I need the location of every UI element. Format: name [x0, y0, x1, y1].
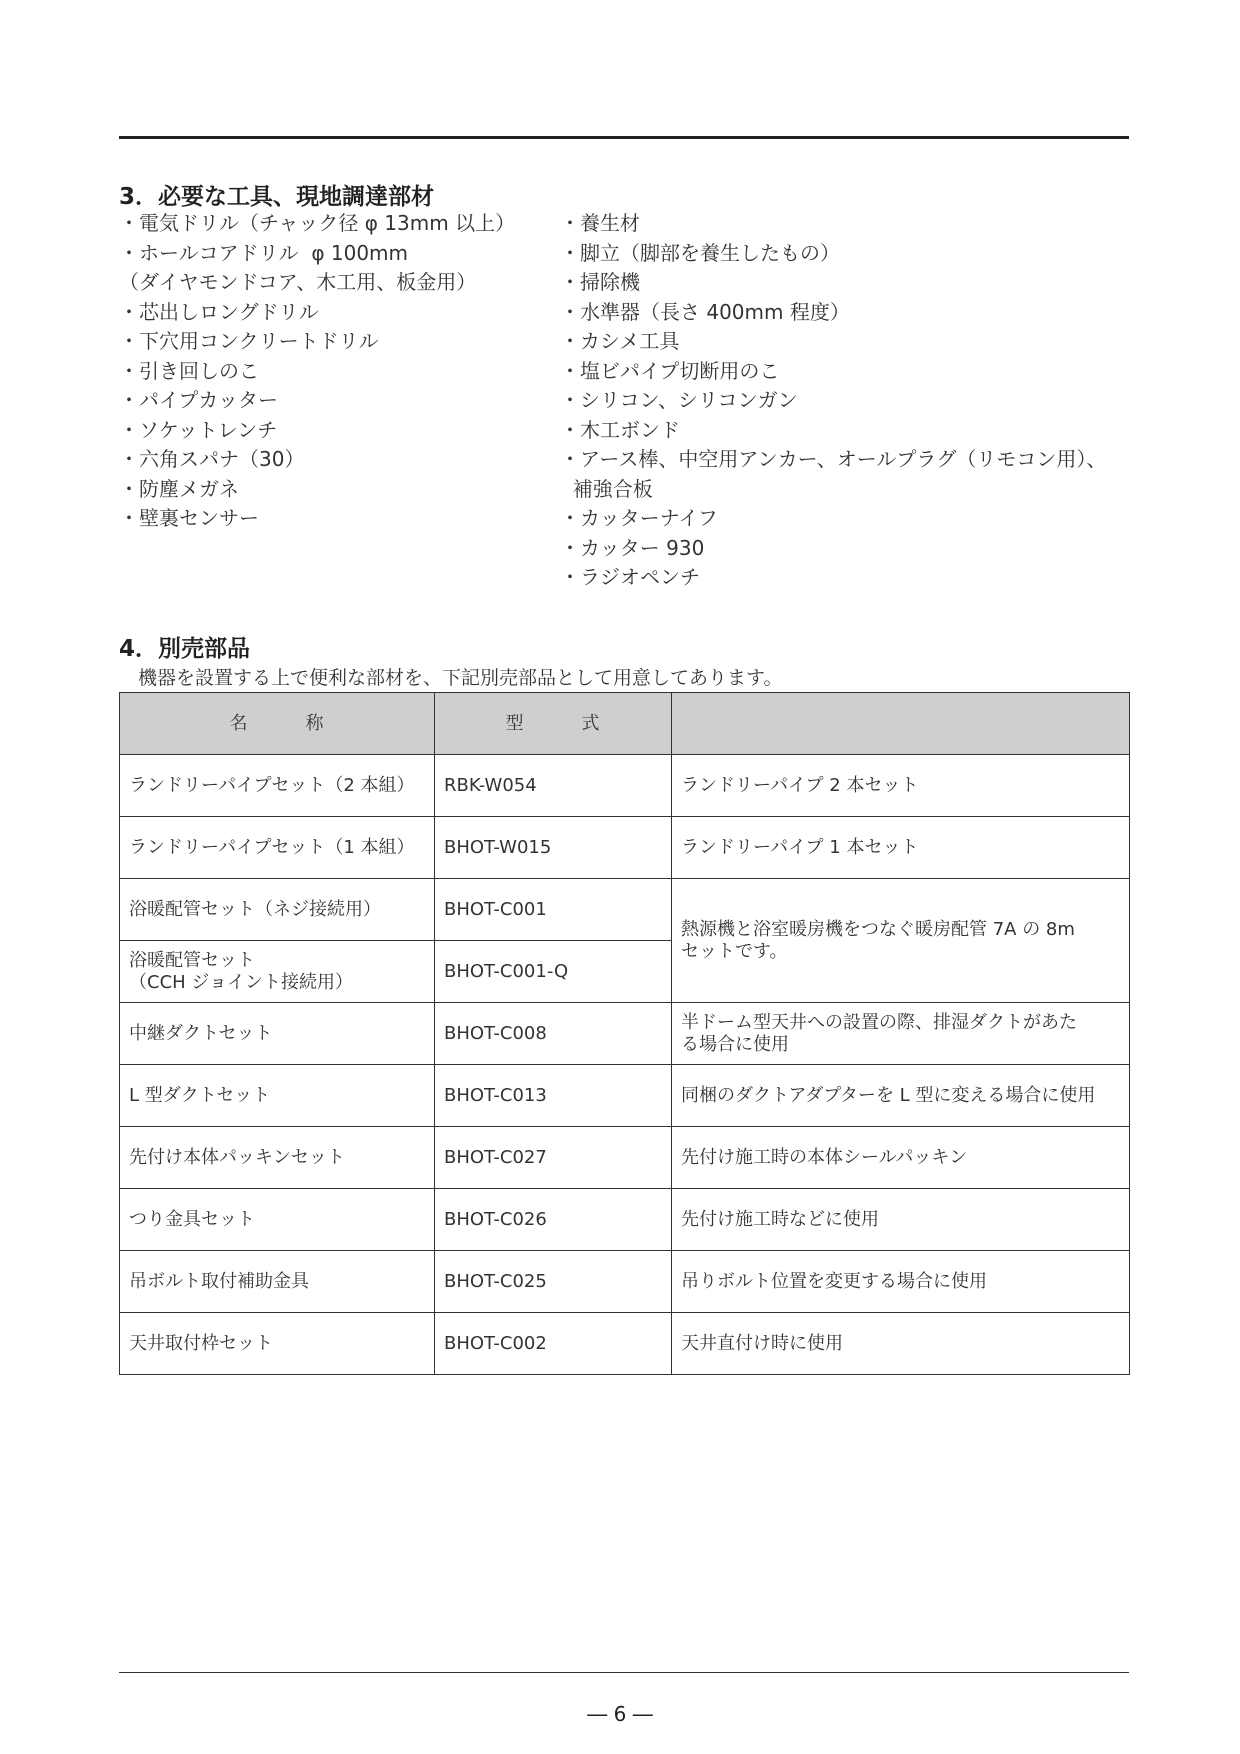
cell-model: BHOT-C008 [435, 1003, 672, 1065]
table-row [120, 879, 1130, 941]
header-name: 名 称 [120, 693, 435, 755]
cell-name: 先付け本体パッキンセット [120, 1127, 435, 1189]
list-item: ・引き回しのこ [119, 358, 259, 383]
cell-name: 浴暖配管セット（ネジ接続用） [120, 879, 435, 941]
header-note [672, 693, 1130, 755]
list-item: ・六角スパナ（30） [119, 447, 305, 471]
list-item: ・カッターナイフ [560, 506, 718, 530]
list-item: ・シリコン、シリコンガン [560, 388, 798, 412]
list-item: ・壁裏センサー [119, 506, 259, 530]
cell-model: BHOT-C001-Q [435, 941, 672, 1003]
cell-name: L 型ダクトセット [120, 1065, 435, 1127]
cell-note: 熱源機と浴室暖房機をつなぐ暖房配管 7A の 8m セットです。 [672, 879, 1130, 1003]
section-4-intro: 機器を設置する上で便利な部材を、下記別売部品として用意してあります。 [138, 667, 783, 689]
cell-note: 先付け施工時の本体シールパッキン [672, 1127, 1130, 1189]
table-row [120, 1251, 1130, 1313]
cell-model: BHOT-C002 [435, 1313, 672, 1375]
page-number: ― 6 ― [587, 1702, 653, 1726]
table-row [120, 755, 1130, 817]
list-item: ・掃除機 [560, 270, 640, 294]
section-3-title: 3．必要な工具、現地調達部材 [119, 184, 435, 210]
cell-name: 吊ボルト取付補助金具 [120, 1251, 435, 1313]
cell-name: 浴暖配管セット （CCH ジョイント接続用） [120, 941, 435, 1003]
cell-name: ランドリーパイプセット（2 本組） [120, 755, 435, 817]
tools-list-left [119, 209, 515, 534]
list-item: （ダイヤモンドコア、木工用、板金用） [119, 270, 477, 294]
cell-note: ランドリーパイプ 2 本セット [672, 755, 1130, 817]
list-item: ・塩ビパイプ切断用のこ [560, 358, 780, 383]
table-row [120, 1065, 1130, 1127]
cell-model: BHOT-C026 [435, 1189, 672, 1251]
cell-model: BHOT-C001 [435, 879, 672, 941]
cell-name: ランドリーパイプセット（1 本組） [120, 817, 435, 879]
table-row [120, 817, 1130, 879]
list-item: ・電気ドリル（チャック径 φ 13mm 以上） [119, 211, 516, 235]
cell-note: 先付け施工時などに使用 [672, 1189, 1130, 1251]
tools-list-right [560, 209, 1106, 593]
header-model: 型 式 [435, 693, 672, 755]
cell-model: BHOT-C013 [435, 1065, 672, 1127]
list-item: ・水準器（長さ 400mm 程度） [560, 299, 850, 324]
list-item: ・養生材 [560, 211, 640, 235]
cell-note: ランドリーパイプ 1 本セット [672, 817, 1130, 879]
table-row [120, 1313, 1130, 1375]
table-row [120, 1003, 1130, 1065]
cell-model: RBK-W054 [435, 755, 672, 817]
list-item: ・パイプカッター [119, 388, 278, 412]
list-item: ・芯出しロングドリル [119, 299, 319, 324]
bottom-rule [119, 1672, 1129, 1673]
cell-name: 天井取付枠セット [120, 1313, 435, 1375]
cell-note: 同梱のダクトアダプターを L 型に変える場合に使用 [672, 1065, 1130, 1127]
table-header-row [120, 693, 1130, 755]
list-item: ・カッター 930 [560, 535, 705, 560]
cell-name: つり金具セット [120, 1189, 435, 1251]
list-item: ・ラジオペンチ [560, 565, 700, 589]
list-item: ・防塵メガネ [119, 476, 239, 501]
cell-note: 吊りボルト位置を変更する場合に使用 [672, 1251, 1130, 1313]
list-item: 補強合板 [560, 476, 653, 501]
table-row [120, 1189, 1130, 1251]
list-item: ・アース棒、中空用アンカー、オールプラグ（リモコン用）、 [560, 447, 1107, 471]
cell-note: 天井直付け時に使用 [672, 1313, 1130, 1375]
list-item: ・下穴用コンクリートドリル [119, 329, 379, 353]
cell-model: BHOT-W015 [435, 817, 672, 879]
section-4-title: 4．別売部品 [119, 636, 251, 662]
cell-model: BHOT-C025 [435, 1251, 672, 1313]
list-item: ・脚立（脚部を養生したもの） [560, 240, 840, 265]
list-item: ・カシメ工具 [560, 329, 680, 353]
top-rule [119, 136, 1129, 139]
cell-note: 半ドーム型天井への設置の際、排湿ダクトがあた る場合に使用 [672, 1003, 1130, 1065]
optional-parts-table [119, 692, 1130, 1375]
list-item: ・ホールコアドリル φ 100mm [119, 240, 409, 265]
table-row [120, 1127, 1130, 1189]
list-item: ・ソケットレンチ [119, 417, 278, 442]
cell-model: BHOT-C027 [435, 1127, 672, 1189]
list-item: ・木工ボンド [560, 417, 680, 442]
cell-name: 中継ダクトセット [120, 1003, 435, 1065]
